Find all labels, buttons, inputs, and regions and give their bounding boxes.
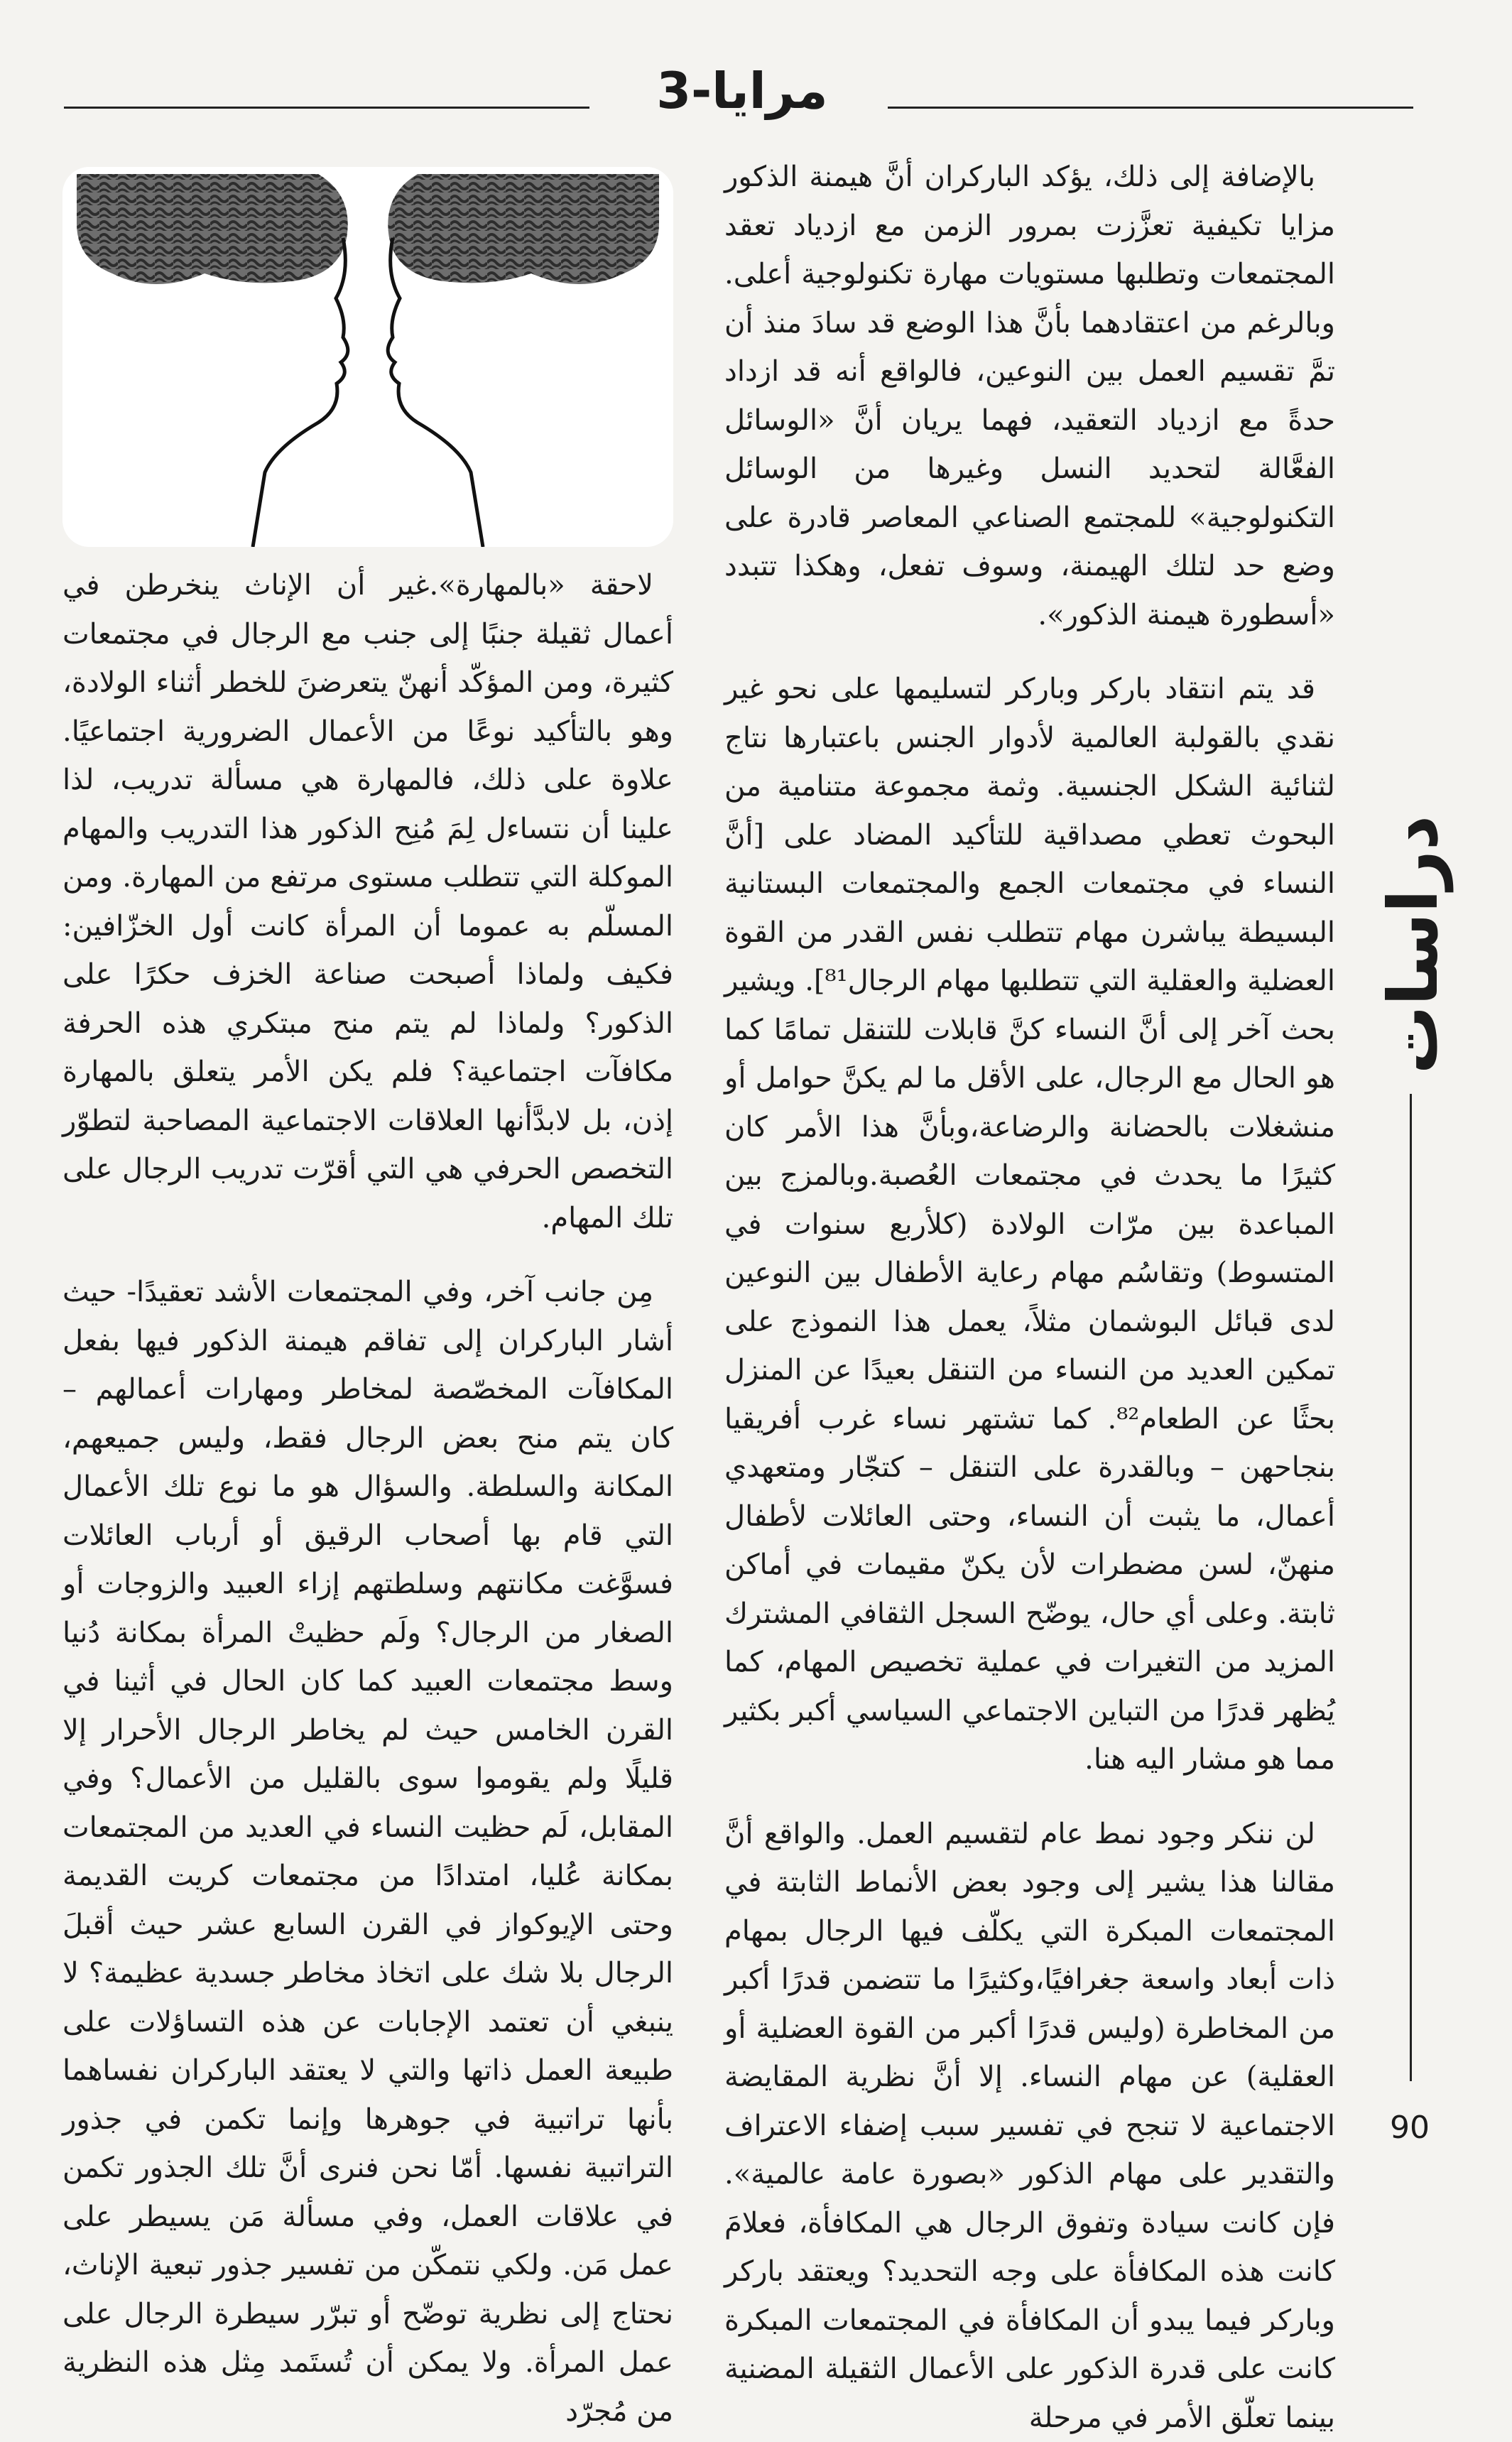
- two-faces-brains-icon: [62, 167, 673, 547]
- paragraph: بالإضافة إلى ذلك، يؤكد الباركران أنَّ هيمنة الذكور مزايا تكيفية تعزَّزت بمرور الزمن مع ازدياد تعقد المجتمعات وتطلبها مستويات مهارة تكنولوجية أعلى. وبالرغم من اعتقادهما بأنَّ هذا الوضع قد سادَ منذ أن تمَّ تقسيم العمل بين النوعين، فالواقع أنه قد ازداد حدةً مع ازدياد التعقيد، فهما يريان أنَّ «الوسائل الفعَّالة لتحديد النسل وغيرها من الوسائل التكنولوجية» للمجتمع الصناعي المعاصر قادرة على وضع حد لتلك الهيمنة، وسوف تفعل، وهكذا تتبدد «أسطورة هيمنة الذكور».: [724, 153, 1335, 639]
- section-label-text: دراسات: [1374, 815, 1453, 1074]
- header-rule-left: [64, 107, 589, 109]
- section-rule: [1410, 1094, 1412, 2081]
- paragraph: لن ننكر وجود نمط عام لتقسيم العمل. والواقع أنَّ مقالنا هذا يشير إلى وجود بعض الأنماط الثابتة في المجتمعات المبكرة التي يكلّف فيها الرجال بمهام ذات أبعاد واسعة جغرافيًا،وكثيرًا ما تتضمن قدرًا أكبر من المخاطرة (وليس قدرًا أكبر من القوة العضلية أو العقلية) عن مهام النساء. إلا أنَّ نظرية المقايضة الاجتماعية لا تنجح في تفسير سبب إضفاء الاعتراف والتقدير على مهام الذكور «بصورة عامة عالمية». فإن كانت سيادة وتفوق الرجال هي المكافأة، فعلامَ كانت هذه المكافأة على وجه التحديد؟ ويعتقد باركر وباركر فيما يبدو أن المكافأة في المجتمعات المبكرة كانت على قدرة الذكور على الأعمال الثقيلة المضنية بينما تعلّق الأمر في مرحلة: [724, 1810, 1335, 2442]
- section-label: [1349, 810, 1477, 1080]
- two-faces-brains-illustration: [62, 167, 673, 547]
- header-title: مرايا-3: [604, 63, 881, 119]
- text-column-left: [62, 561, 673, 2195]
- page-number: 90: [1367, 2110, 1452, 2146]
- header-rule-right: [888, 107, 1413, 109]
- running-header: [64, 63, 1413, 112]
- paragraph: قد يتم انتقاد باركر وباركر لتسليمها على نحو غير نقدي بالقولبة العالمية لأدوار الجنس باعتبارها نتاج لثنائية الشكل الجنسية. وثمة مجموعة متنامية من البحوث تعطي مصداقية للتأكيد المضاد على [أنَّ النساء في مجتمعات الجمع والمجتمعات البستانية البسيطة يباشرن مهام تتطلب نفس القدر من القوة العضلية والعقلية التي تتطلبها مهام الرجال⁸¹]. ويشير بحث آخر إلى أنَّ النساء كنَّ قابلات للتنقل تمامًا كما هو الحال مع الرجال، على الأقل ما لم يكنَّ حوامل أو منشغلات بالحضانة والرضاعة،وبأنَّ هذا الأمر كان كثيرًا ما يحدث في مجتمعات العُصبة.وبالمزج بين المباعدة بين مرّات الولادة (كلأربع سنوات في المتسوط) وتقاسُم مهام رعاية الأطفال بين النوعين لدى قبائل البوشمان مثلاً، يعمل هذا النموذج على تمكين العديد من النساء من التنقل بعيدًا عن المنزل بحثًا عن الطعام⁸². كما تشتهر نساء غرب أفريقيا بنجاحهن – وبالقدرة على التنقل – كتجّار ومتعهدي أعمال، ما يثبت أن النساء، وحتى العائلات لأطفال منهنّ، لسن مضطرات لأن يكنّ مقيمات في أماكن ثابتة. وعلى أي حال، يوضّح السجل الثقافي المشترك المزيد من التغيرات في عملية تخصيص المهام، كما يُظهر قدرًا من التباين الاجتماعي السياسي أكبر بكثير مما هو مشار اليه هنا.: [724, 665, 1335, 1784]
- paragraph: لاحقة «بالمهارة».غير أن الإناث ينخرطن في أعمال ثقيلة جنبًا إلى جنب مع الرجال في مجتمعات كثيرة، ومن المؤكّد أنهنّ يتعرضنَ للخطر أثناء الولادة، وهو بالتأكيد نوعًا من الأعمال الضرورية اجتماعيًا. علاوة على ذلك، فالمهارة هي مسألة تدريب، لذا علينا أن نتساءل لِمَ مُنِح الذكور هذا التدريب والمهام الموكلة التي تتطلب مستوى مرتفع من المهارة. ومن المسلّم به عموما أن المرأة كانت أول الخزّافين: فكيف ولماذا أصبحت صناعة الخزف حكرًا على الذكور؟ ولماذا لم يتم منح مبتكري هذه الحرفة مكافآت اجتماعية؟ فلم يكن الأمر يتعلق بالمهارة إذن، بل لابدَّأنها العلاقات الاجتماعية المصاحبة لتطوّر التخصص الحرفي هي التي أقرّت تدريب الرجال على تلك المهام.: [62, 561, 673, 1242]
- paragraph: مِن جانب آخر، وفي المجتمعات الأشد تعقيدًا- حيث أشار الباركران إلى تفاقم هيمنة الذكور فيها بفعل المكافآت المخصّصة لمخاطر ومهارات أعمالهم – كان يتم منح بعض الرجال فقط، وليس جميعهم، المكانة والسلطة. والسؤال هو ما نوع تلك الأعمال التي قام بها أصحاب الرقيق أو أرباب العائلات فسوَّغت مكانتهم وسلطتهم إزاء العبيد والزوجات أو الصغار من الرجال؟ ولَم حظيتْ المرأة بمكانة دُنيا وسط مجتمعات العبيد كما كان الحال في أثينا في القرن الخامس حيث لم يخاطر الرجال الأحرار إلا قليلًا ولم يقوموا سوى بالقليل من الأعمال؟ وفي المقابل، لَم حظيت النساء في العديد من المجتمعات بمكانة عُليا، امتدادًا من مجتمعات كريت القديمة وحتى الإيوكواز في القرن السابع عشر حيث أقبلَ الرجال بلا شك على اتخاذ مخاطر جسدية عظيمة؟ لا ينبغي أن تعتمد الإجابات عن هذه التساؤلات على طبيعة العمل ذاتها والتي لا يعتقد الباركران نفساهما بأنها تراتبية في جوهرها وإنما تكمن في جذور التراتبية نفسها. أمّا نحن فنرى أنَّ تلك الجذور تكمن في علاقات العمل، وفي مسألة مَن يسيطر على عمل مَن. ولكي نتمكّن من تفسير جذور تبعية الإناث، نحتاج إلى نظرية توضّح أو تبرّر سيطرة الرجال على عمل المرأة. ولا يمكن أن تُستَمد مِثل هذه النظرية من مُجرّد: [62, 1268, 673, 2436]
- text-column-right: [724, 153, 1335, 2198]
